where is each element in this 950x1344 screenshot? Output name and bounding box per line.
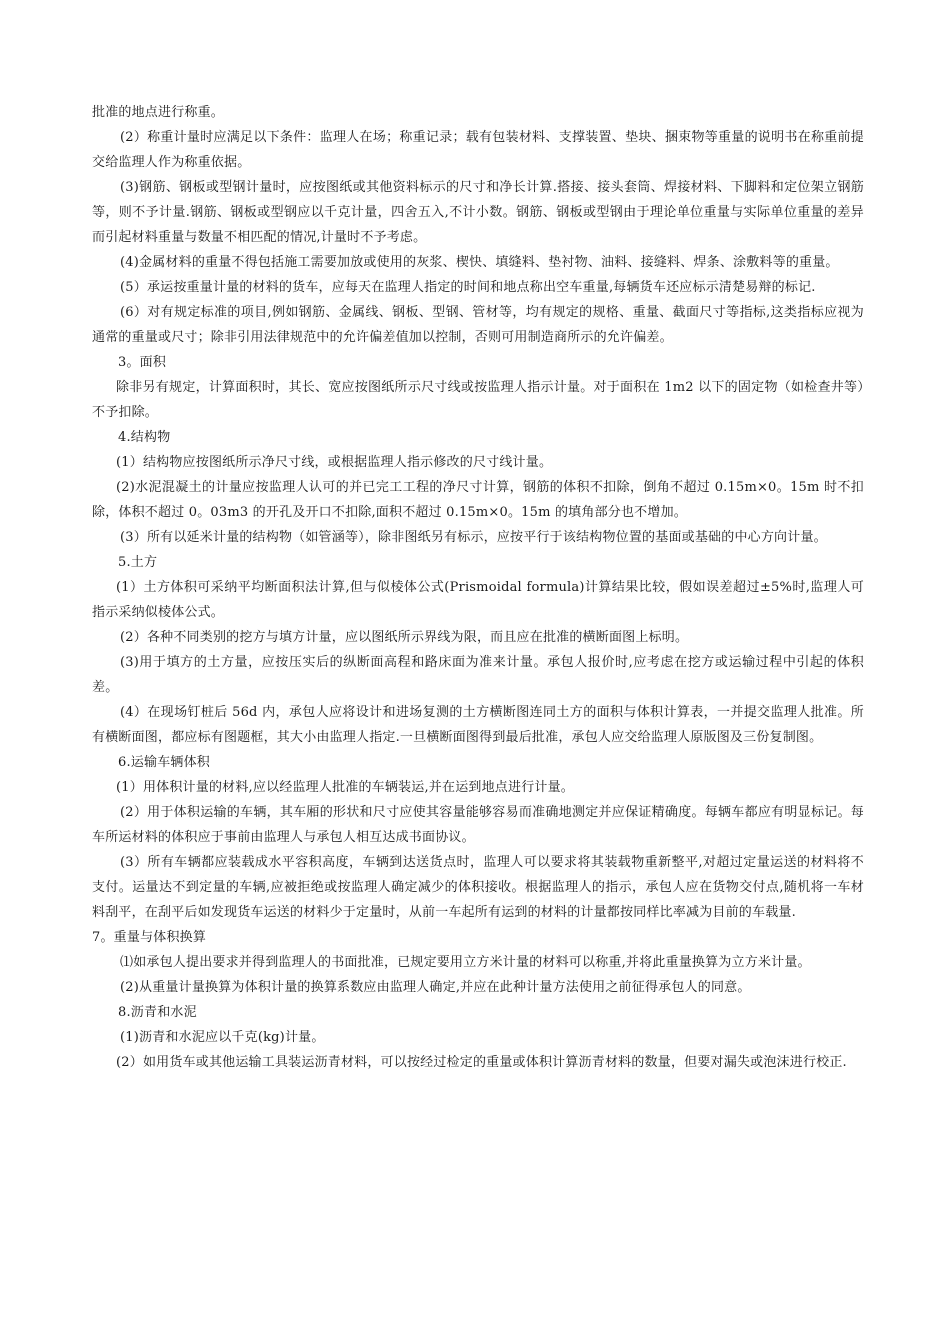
- paragraph: (3）所有车辆都应装载成水平容积高度，车辆到达送货点时，监理人可以要求将其装载物重新整平,对超过定量运送的材料将不支付。运量达不到定量的车辆,应被拒绝或按监理人确定减少的体积接收。根据监理人的指示，承包人应在货物交付点,随机将一车材料刮平，在刮平后如发现货车运送的材料少于定量时，从前一车起所有运到的材料的计量都按同样比率减为目前的车载量.: [92, 855, 864, 920]
- document-page: [92, 100, 864, 1075]
- paragraph: (2）如用货车或其他运输工具装运沥青材料，可以按经过检定的重量或体积计算沥青材料的数量，但要对漏失或泡沫进行校正.: [116, 1055, 847, 1070]
- paragraph: (2)从重量计量换算为体积计量的换算系数应由监理人确定,并应在此种计量方法使用之前征得承包人的同意。: [120, 980, 751, 995]
- paragraph: (3)钢筋、钢板或型钢计量时，应按图纸或其他资料标示的尺寸和净长计算.搭接、接头套筒、焊接材料、下脚料和定位架立钢筋等，则不予计量.钢筋、钢板或型钢应以千克计量，四舍五入,不计小数。钢筋、钢板或型钢由于理论单位重量与实际单位重量的差异而引起材料重量与数量不相匹配的情况,计量时不予考虑。: [92, 180, 864, 245]
- paragraph: (1)沥青和水泥应以千克(kg)计量。: [120, 1030, 325, 1045]
- paragraph: (2）称重计量时应满足以下条件：监理人在场；称重记录；载有包装材料、支撑装置、垫块、捆束物等重量的说明书在称重前提交给监理人作为称重依据。: [92, 130, 864, 170]
- paragraph: (3)用于填方的土方量，应按压实后的纵断面高程和路床面为准来计量。承包人报价时,应考虑在挖方或运输过程中引起的体积差。: [92, 655, 864, 695]
- paragraph: ⑴如承包人提出要求并得到监理人的书面批准，已规定要用立方米计量的材料可以称重,并将此重量换算为立方米计量。: [120, 955, 811, 970]
- paragraph: (3）所有以延米计量的结构物（如管涵等），除非图纸另有标示，应按平行于该结构物位置的基面或基础的中心方向计量。: [120, 530, 827, 545]
- paragraph: (2)水泥混凝土的计量应按监理人认可的并已完工工程的净尺寸计算，钢筋的体积不扣除，倒角不超过 0.15m×0。15m 时不扣除，体积不超过 0。03m3 的开孔及开口不扣除,面积不超过 0.15m×0。15m 的填角部分也不增加。: [92, 480, 864, 520]
- paragraph: (2）各种不同类别的挖方与填方计量，应以图纸所示界线为限，而且应在批准的横断面图上标明。: [120, 630, 689, 645]
- section-heading: 7。重量与体积换算: [92, 930, 207, 945]
- paragraph: 除非另有规定，计算面积时，其长、宽应按图纸所示尺寸线或按监理人指示计量。对于面积在 1m2 以下的固定物（如检查井等）不予扣除。: [92, 380, 864, 420]
- section-heading: 8.沥青和水泥: [118, 1005, 197, 1020]
- section-heading: 6.运输车辆体积: [118, 755, 211, 770]
- section-heading: 4.结构物: [118, 430, 171, 445]
- paragraph: (1）用体积计量的材料,应以经监理人批准的车辆装运,并在运到地点进行计量。: [116, 780, 575, 795]
- paragraph: (1）土方体积可采纳平均断面积法计算,但与似棱体公式(Prismoidal formula)计算结果比较，假如误差超过±5%时,监理人可指示采纳似棱体公式。: [92, 580, 864, 620]
- paragraph: (2）用于体积运输的车辆，其车厢的形状和尺寸应使其容量能够容易而准确地测定并应保证精确度。每辆车都应有明显标记。每车所运材料的体积应于事前由监理人与承包人相互达成书面协议。: [92, 805, 864, 845]
- paragraph: (1）结构物应按图纸所示净尺寸线，或根据监理人指示修改的尺寸线计量。: [116, 455, 553, 470]
- paragraph: 批准的地点进行称重。: [92, 105, 225, 120]
- paragraph: (6）对有规定标准的项目,例如钢筋、金属线、钢板、型钢、管材等，均有规定的规格、重量、截面尺寸等指标,这类指标应视为通常的重量或尺寸；除非引用法律规范中的允许偏差值加以控制，否则可用制造商所示的允许偏差。: [92, 305, 864, 345]
- paragraph: (4）在现场钉桩后 56d 内，承包人应将设计和进场复测的土方横断图连同土方的面积与体积计算表，一并提交监理人批准。所有横断面图，都应标有图题框，其大小由监理人指定.一旦横断面图得到最后批准，承包人应交给监理人原版图及三份复制图。: [92, 705, 864, 745]
- paragraph: (5）承运按重量计量的材料的货车，应每天在监理人指定的时间和地点称出空车重量,每辆货车还应标示清楚易辩的标记.: [120, 280, 816, 295]
- section-heading: 3。面积: [118, 355, 167, 370]
- section-heading: 5.土方: [118, 555, 158, 570]
- paragraph: (4)金属材料的重量不得包括施工需要加放或使用的灰浆、楔快、填缝料、垫衬物、油料、接缝料、焊条、涂敷料等的重量。: [120, 255, 839, 270]
